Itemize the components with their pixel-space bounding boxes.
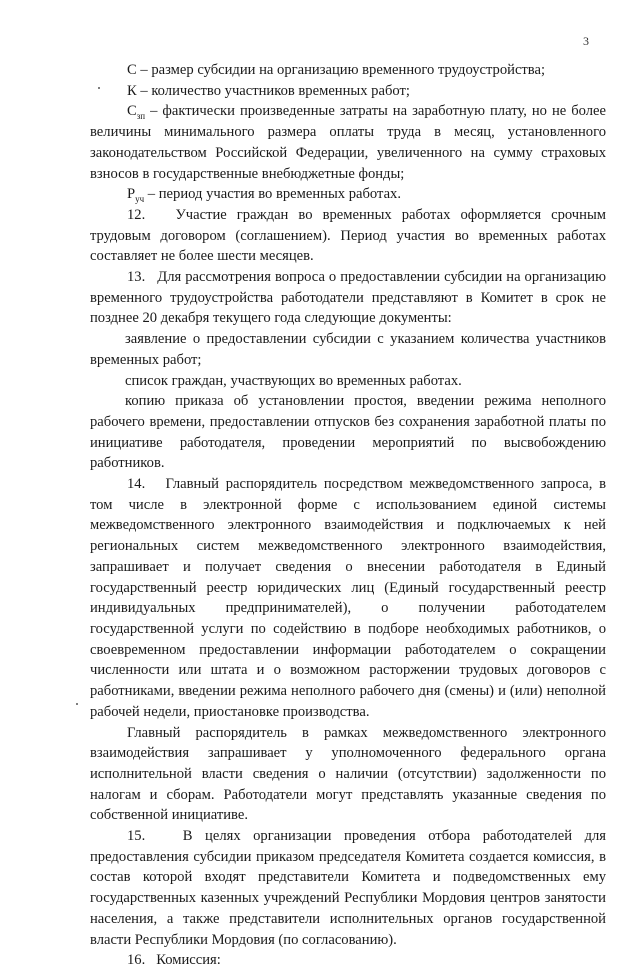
definition-czp-text: – фактически произведенные затраты на заработную плату, но не более величины минимального размера оплаты труда в месяц, установленного законодательством Российской Федерации, увеличенного на сумму страховых взносов в государственные внебюджетные фонды; [90, 103, 606, 182]
paragraph-13: 13. Для рассмотрения вопроса о предоставлении субсидии на организацию временного трудоустройства работодатели представляют в Комитет в срок не позднее 20 декабря текущего года следующие документы: [90, 269, 606, 327]
paragraph-13-item-order: копию приказа об установлении простоя, введении режима неполного рабочего времени, предоставлении отпусков без сохранения заработной платы по инициативе работодателя, проведении мероприятий по высвобождению работников. [90, 393, 606, 472]
definition-puch [90, 184, 606, 205]
subscript-uch: уч [135, 194, 145, 205]
paragraph-13-item-application: заявление о предоставлении субсидии с указанием количества участников временных работ; [90, 331, 606, 368]
scan-speck [76, 703, 78, 705]
paragraph-14: 14. Главный распорядитель посредством межведомственного запроса, в том числе в электронной форме с использованием единой системы межведомственного электронного взаимодействия и подключаемых к ней региональных систем межведомственного электронного взаимодействия, запрашивает и получает сведения о внесении работодателя в Единый государственный реестр юридических лиц (Единый государственный реестр индивидуальных предпринимателей), о получении работодателем государственной услуги по содействию в подборе необходимых работников, о своевременном предоставлении информации работодателем о сокращении численности или штата и о возможном расторжении трудовых договоров с работниками, введении режима неполного рабочего дня (смены) и (или) неполной рабочей недели, приостановке производства. [90, 476, 606, 720]
document-body [90, 60, 606, 971]
definition-k: К – количество участников временных работ; [127, 82, 410, 99]
paragraph-13-item-list: список граждан, участвующих во временных работах. [125, 372, 462, 389]
symbol-c: С [127, 103, 137, 120]
paragraph-12: 12. Участие граждан во временных работах оформляется срочным трудовым договором (соглашением). Период участия во временных работах составляет не более шести месяцев. [90, 206, 606, 265]
page-number: 3 [583, 34, 589, 48]
definition-puch-text: – период участия во временных работах. [144, 186, 402, 203]
paragraph-14-continued: Главный распорядитель в рамках межведомственного электронного взаимодействия запрашивает у уполномоченного федерального органа исполнительной власти сведения о наличии (отсутствии) задолженности по налогам и сборам. Работодатели могут представлять указанные сведения по собственной инициативе. [90, 724, 606, 824]
paragraph-16: 16. Комиссия: [127, 952, 221, 969]
definition-czp [90, 101, 606, 184]
definition-c: С – размер субсидии на организацию временного трудоустройства; [127, 62, 546, 78]
symbol-p: Р [127, 186, 136, 203]
paragraph-15: 15. В целях организации проведения отбора работодателей для предоставления субсидии приказом председателя Комитета создается комиссия, в состав которой входят представители Комитета и подведомственных ему государственных казенных учреждений Республики Мордовия центров занятости населения, а также представители исполнительных органов государственной власти Республики Мордовия (по согласованию). [90, 828, 606, 948]
subscript-zp: зп [136, 111, 146, 122]
